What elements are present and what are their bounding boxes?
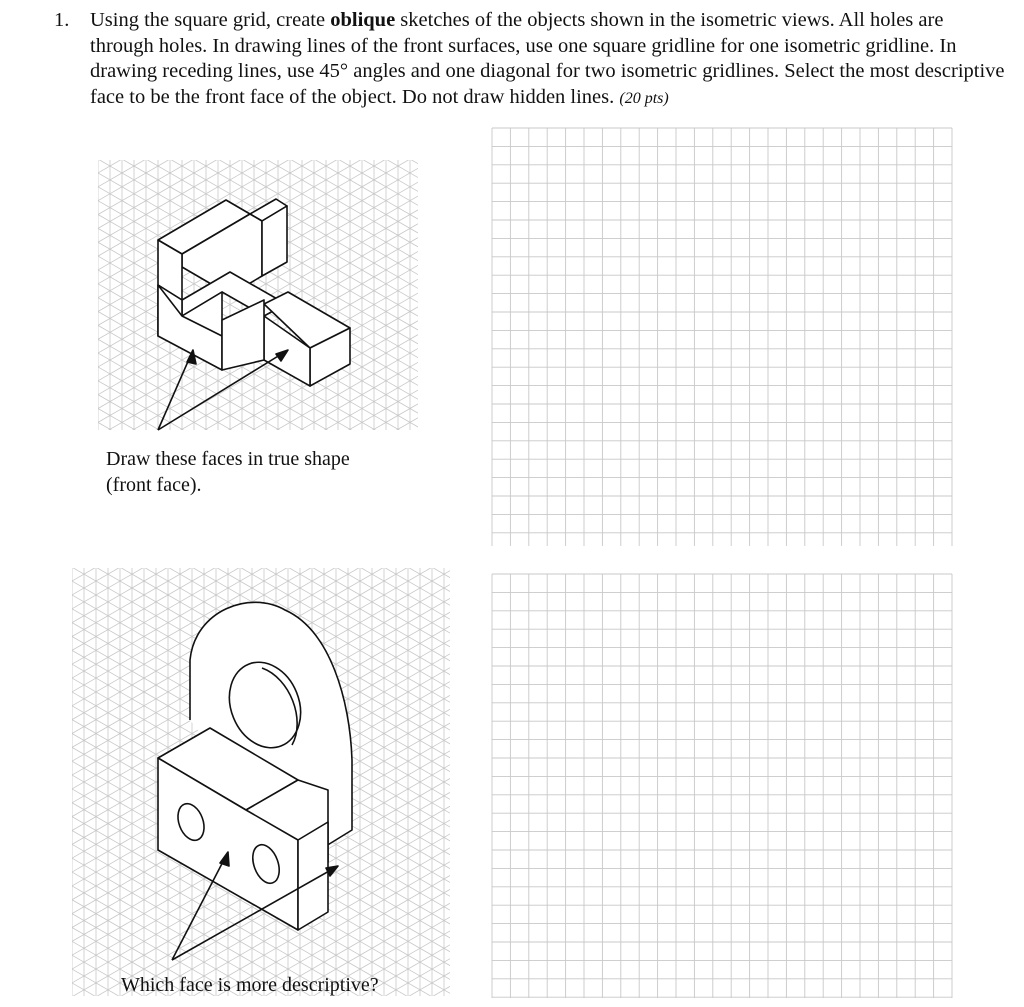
question-bold-word: oblique	[330, 9, 396, 31]
caption-a-line2: (front face).	[106, 474, 202, 496]
problem-b-caption: Which face is more descriptive?	[121, 974, 379, 996]
question-text-part2: sketches of the objects shown in the isometric views. All holes are through holes. In drawing lines of the front surfaces, use one square gridline for one isometric gridline. In drawing receding lines, use 45° angles and one diagonal for two isometric gridlines. Select the most descriptive face to be the front face of the object. Do not draw hidden lines.	[90, 9, 1005, 108]
question-points: (20 pts)	[619, 89, 669, 107]
question-text-part1: Using the square grid, create	[90, 9, 331, 31]
caption-a-line1: Draw these faces in true shape	[106, 448, 350, 470]
question-number: 1.	[54, 9, 70, 31]
